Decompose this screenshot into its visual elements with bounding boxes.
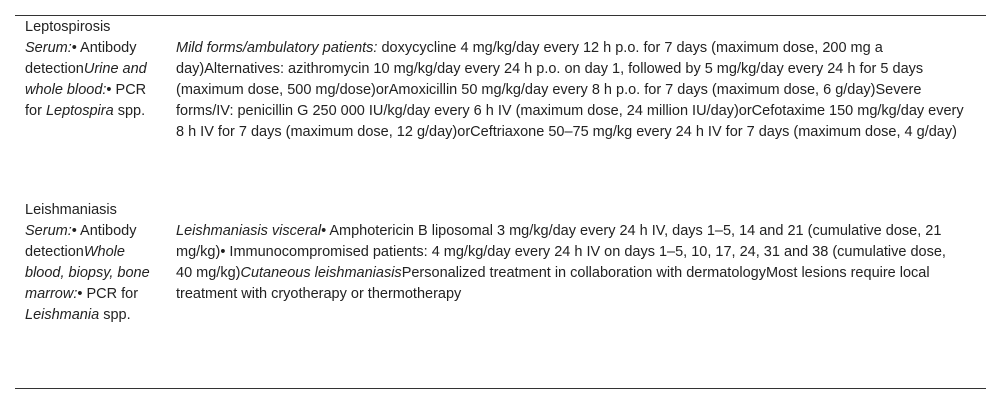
- organism-suffix: spp.: [99, 307, 131, 323]
- section-title-leishmaniasis: Leishmaniasis: [25, 202, 117, 218]
- antibody-detection-text: • Antibody detection: [25, 223, 137, 260]
- diagnostic-test-cell: [15, 38, 166, 199]
- organism-suffix: spp.: [113, 103, 146, 119]
- specimen-blood-biopsy-marrow-label: Whole blood, biopsy, bone marrow:: [25, 244, 150, 302]
- specimen-serum-label: Serum:: [25, 40, 72, 56]
- diagnostic-test-cell: [15, 221, 166, 388]
- visceral-label: Leishmaniasis visceral: [176, 223, 322, 239]
- table-row-leishmaniasis: [15, 221, 986, 388]
- pcr-text: • PCR for: [25, 82, 147, 119]
- mild-forms-text: doxycycline 4 mg/kg/day every 12 h p.o. for 7 days (maximum dose, 200 mg a day)Alternatives: azithromycin 10 mg/kg/day every 24 h p.o. on day 1, followed by 5 mg/kg/day every 24 h for 5 days (maximum dose, 500 mg/dose)orAmoxicillin 50 mg/kg/day every 8 h p.o. for 7 days (maximum dose, 6 g/day)Severe forms/IV: penicillin G 250 000 IU/kg/day every 6 h IV (maximum dose, 24 million IU/day)orCefotaxime 150 mg/kg/day every 8 h IV for 7 days (maximum dose, 12 g/day)orCeftriaxone 50–75 mg/kg every 24 h IV for 7 days (maximum dose, 4 g/day): [176, 40, 964, 140]
- organism-name: Leptospira: [45, 103, 114, 119]
- organism-name: Leishmania: [25, 307, 100, 323]
- pcr-text: • PCR for: [77, 286, 139, 302]
- section-title-leptospirosis: Leptospirosis: [25, 19, 111, 35]
- antibody-detection-text: • Antibody detection: [25, 40, 137, 77]
- cutaneous-text: Personalized treatment in collaboration with dermatologyMost lesions require local treatment with cryotherapy or thermotherapy: [176, 265, 930, 302]
- treatment-cell: [166, 221, 986, 388]
- treatment-table: [15, 15, 986, 389]
- specimen-urine-blood-label: Urine and whole blood:: [25, 61, 147, 98]
- treatment-cell: [166, 38, 986, 199]
- specimen-serum-label: Serum:: [25, 223, 72, 239]
- table-row-leptospirosis: [15, 38, 986, 199]
- cutaneous-label: Cutaneous leishmaniasis: [240, 265, 402, 281]
- visceral-text: • Amphotericin B liposomal 3 mg/kg/day every 24 h IV, days 1–5, 14 and 21 (cumulative dose, 21 mg/kg)• Immunocompromised patients: 4 mg/kg/day every 24 h IV on days 1–5, 10, 17, 24, 31 and 38 (cumulative dose, 40 mg/kg): [176, 223, 946, 281]
- mild-forms-label: Mild forms/ambulatory patients:: [176, 40, 378, 56]
